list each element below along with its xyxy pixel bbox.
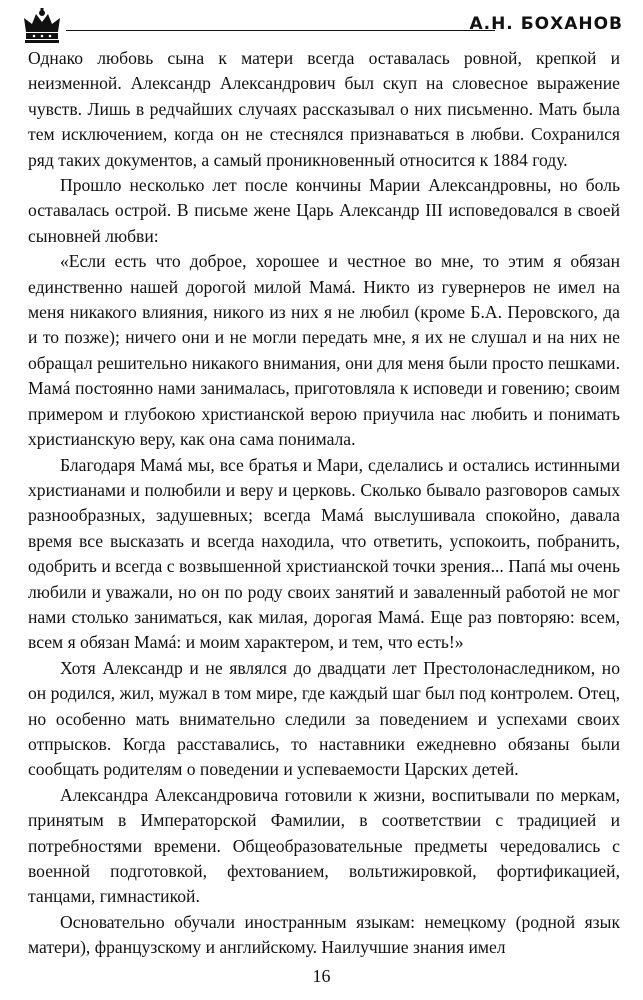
running-head-author: А.Н. БОХАНОВ	[469, 14, 623, 34]
paragraph: Хотя Александр и не являлся до двадцати лет Престолонаследником, но он родился, жил, мужал в том мире, где каждый шаг был под контролем. Отец, но особенно мать внимательно следили за поведением и успехами своих отпрысков. Когда расставались, то наставники ежедневно обязаны были сообщать родителям о поведении и успеваемости Царских детей.	[28, 657, 620, 780]
paragraph: Прошло несколько лет после кончины Марии Александровны, но боль оставалась острой. В письме жене Царь Александр III исповедовался в своей сыновней любви:	[28, 175, 620, 246]
text-body	[28, 46, 620, 961]
paragraph: Александра Александровича готовили к жизни, воспитывали по меркам, принятым в Императорской Фамилии, в соответствии с традицией и потребностями времени. Общеобразовательные предметы чередовались с военной подготовкой, фехтованием, вольтижировкой, фортификацией, танцами, гимнастикой.	[28, 784, 620, 907]
page-header	[0, 0, 643, 48]
paragraph: Однако любовь сына к матери всегда оставалась ровной, крепкой и неизменной. Александр Александрович был скуп на словесное выражение чувств. Лишь в редчайших случаях рассказывал о них письменно. Мать была тем исключением, когда он не стеснялся признаваться в любви. Сохранился ряд таких документов, а самый проникновенный относится к 1884 году.	[28, 48, 620, 170]
quote-paragraph: «Если есть что доброе, хорошее и честное во мне, то этим я обязан единственно нашей дорогой милой Мамá. Никто из гувернеров не имел на меня никакого влияния, никого из них я не любил (кроме Б.А. Перовского, да и то позже); ничего они и не могли передать мне, я их не слушал и на них не обращал решительно никакого внимания, они для меня были просто пешками. Мамá постоянно нами занималась, приготовляла к исповеди и говению; своим примером и глубокою христианской верою приучила нас любить и понимать христианскую веру, как она сама понимала.	[28, 251, 620, 450]
paragraph: Основательно обучали иностранным языкам: немецкому (родной язык матери), французскому и английскому. Наилучшие знания имел	[28, 911, 620, 958]
crown-icon	[22, 8, 62, 44]
page-number: 16	[312, 966, 331, 986]
header-rule	[66, 30, 495, 31]
quote-paragraph: Благодаря Мамá мы, все братья и Мари, сделались и остались истинными христианами и полюбили и веру и церковь. Сколько бывало разговоров самых разнообразных, задушевных; всегда Мамá выслушивала спокойно, давала время все высказать и всегда находила, что ответить, успокоить, побранить, одобрить и всегда с возвышенной христианской точки зрения... Папá мы очень любили и уважали, но он по роду своих занятий и заваленный работой не мог нами столько заниматься, как милая, дорогая Мамá. Еще раз повторяю: всем, всем я обязан Мамá: и моим характером, и тем, что есть!»	[28, 454, 620, 653]
